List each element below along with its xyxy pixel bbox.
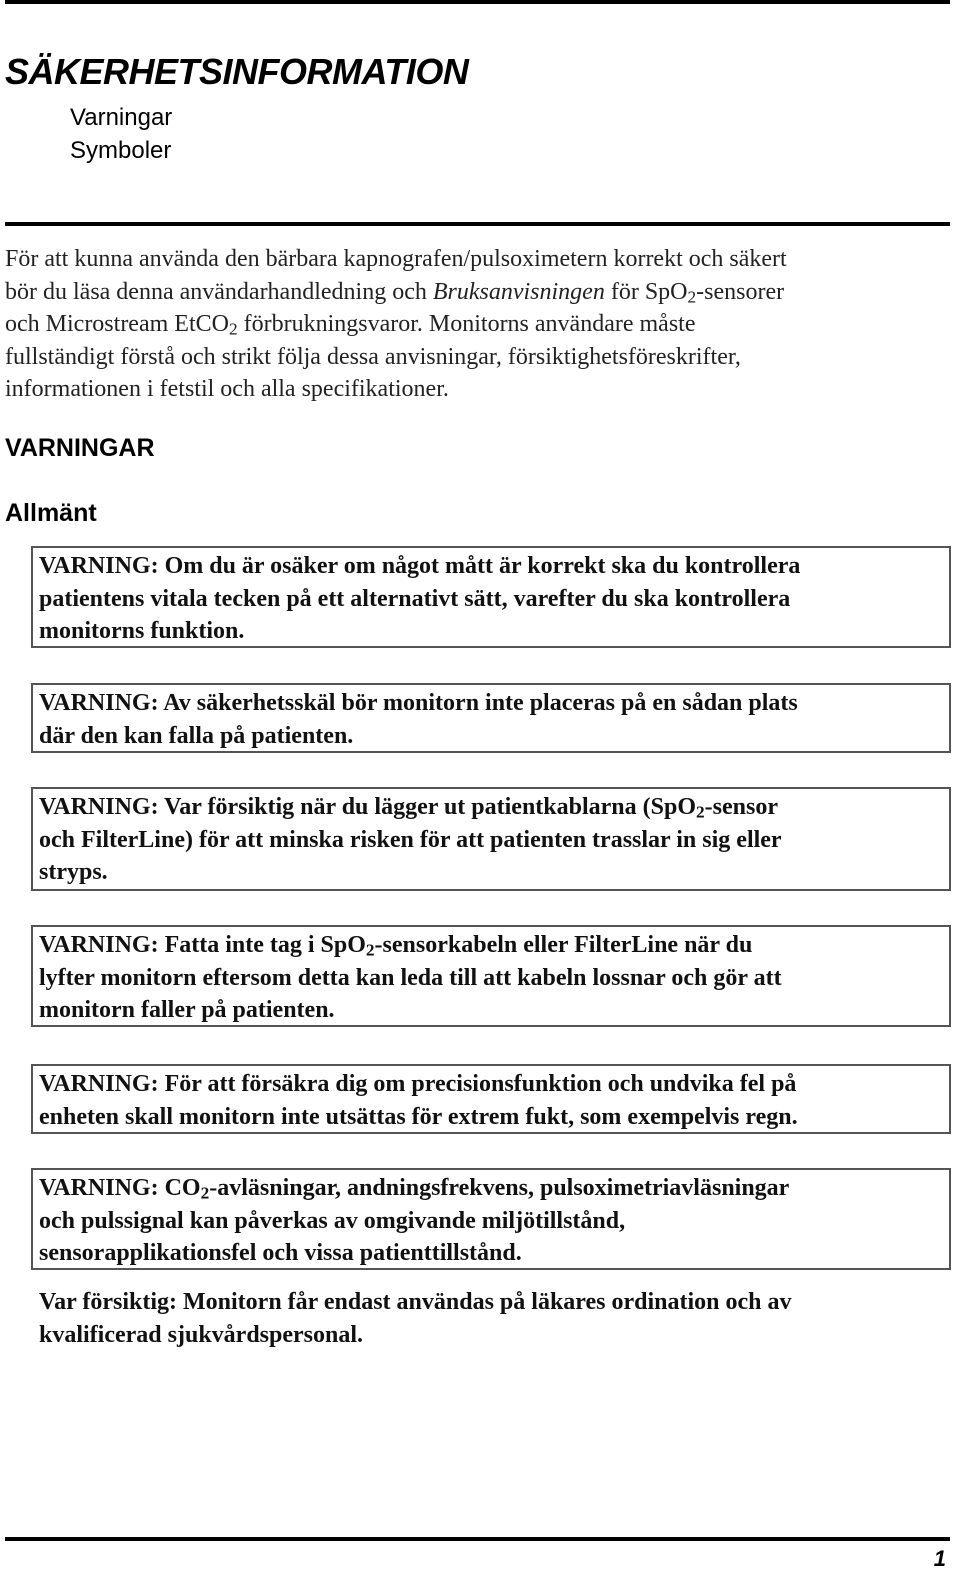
warning-box-readings [31, 1168, 951, 1270]
warning-line: VARNING: $CO_2$-avläsningar, andningsfrekvens, pulsoximetriavläsningar [39, 1175, 790, 1203]
caution-note [39, 1286, 954, 1351]
bruksanvisningen-emphasis: Bruksanvisningen [432, 278, 605, 305]
warning-box-placement [31, 683, 951, 753]
page-number: 1 [933, 1546, 946, 1571]
caution-line: Var försiktig: Monitorn får endast användas på läkares ordination och av [39, 1289, 792, 1315]
intro-line: informationen i fetstil och alla specifikationer. [5, 376, 449, 402]
header-rule [5, 222, 950, 226]
caution-line: kvalificerad sjukvårdspersonal. [39, 1321, 364, 1348]
footer-rule [5, 1537, 950, 1541]
warning-line: och FilterLine) för att minska risken för att patienten trasslar in sig eller [39, 826, 782, 853]
warning-box-cables [31, 787, 951, 891]
toc-item-varningar: Varningar [70, 104, 173, 131]
page-title: SÄKERHETSINFORMATION [5, 51, 469, 92]
intro-line: fullständigt förstå och strikt följa dessa anvisningar, försiktighetsföreskrifter, [5, 343, 741, 370]
warning-box-verify-vitals [31, 546, 951, 648]
warning-line: patientens vitala tecken på ett alternativt sätt, varefter du ska kontrollera [39, 585, 791, 612]
warning-line: enheten skall monitorn inte utsättas för extrem fukt, som exempelvis regn. [39, 1103, 798, 1130]
intro-paragraph [5, 243, 950, 406]
warning-line: VARNING: Var försiktig när du lägger ut patientkablarna (SpO$_2$-sensor [39, 794, 778, 822]
warning-line: VARNING: För att försäkra dig om precisionsfunktion och undvika fel på [39, 1071, 797, 1097]
warning-line: lyfter monitorn eftersom detta kan leda till att kabeln lossnar och gör att [39, 964, 782, 991]
warning-line: monitorns funktion. [39, 618, 245, 644]
warning-line: sensorapplikationsfel och vissa patienttillstånd. [39, 1240, 522, 1266]
warning-box-lifting [31, 925, 951, 1027]
warning-line: där den kan falla på patienten. [39, 722, 354, 749]
allmant-heading: Allmänt [5, 499, 97, 527]
top-rule [5, 0, 950, 4]
warning-line: VARNING: Av säkerhetsskäl bör monitorn inte placeras på en sådan plats [39, 690, 798, 716]
warning-line: VARNING: Fatta inte tag i SpO$_2$-sensorkabeln eller FilterLine när du [39, 932, 753, 960]
intro-line: och Microstream EtCO$_2$ förbrukningsvaror. Monitorns användare måste [5, 311, 696, 339]
varningar-heading: VARNINGAR [5, 434, 155, 462]
intro-line: bör du läsa denna användarhandledning och Bruksanvisningen för SpO$_2$-sensorer [5, 278, 785, 306]
warning-line: monitorn faller på patienten. [39, 997, 335, 1023]
warning-line: VARNING: Om du är osäker om något mått är korrekt ska du kontrollera [39, 553, 801, 579]
warning-line: och pulssignal kan påverkas av omgivande miljötillstånd, [39, 1207, 626, 1234]
section-toc [70, 101, 172, 167]
warning-line: stryps. [39, 859, 108, 885]
intro-line: För att kunna använda den bärbara kapnografen/pulsoximetern korrekt och säkert [5, 246, 787, 272]
warning-box-moisture [31, 1064, 951, 1134]
toc-item-symboler: Symboler [70, 137, 172, 164]
